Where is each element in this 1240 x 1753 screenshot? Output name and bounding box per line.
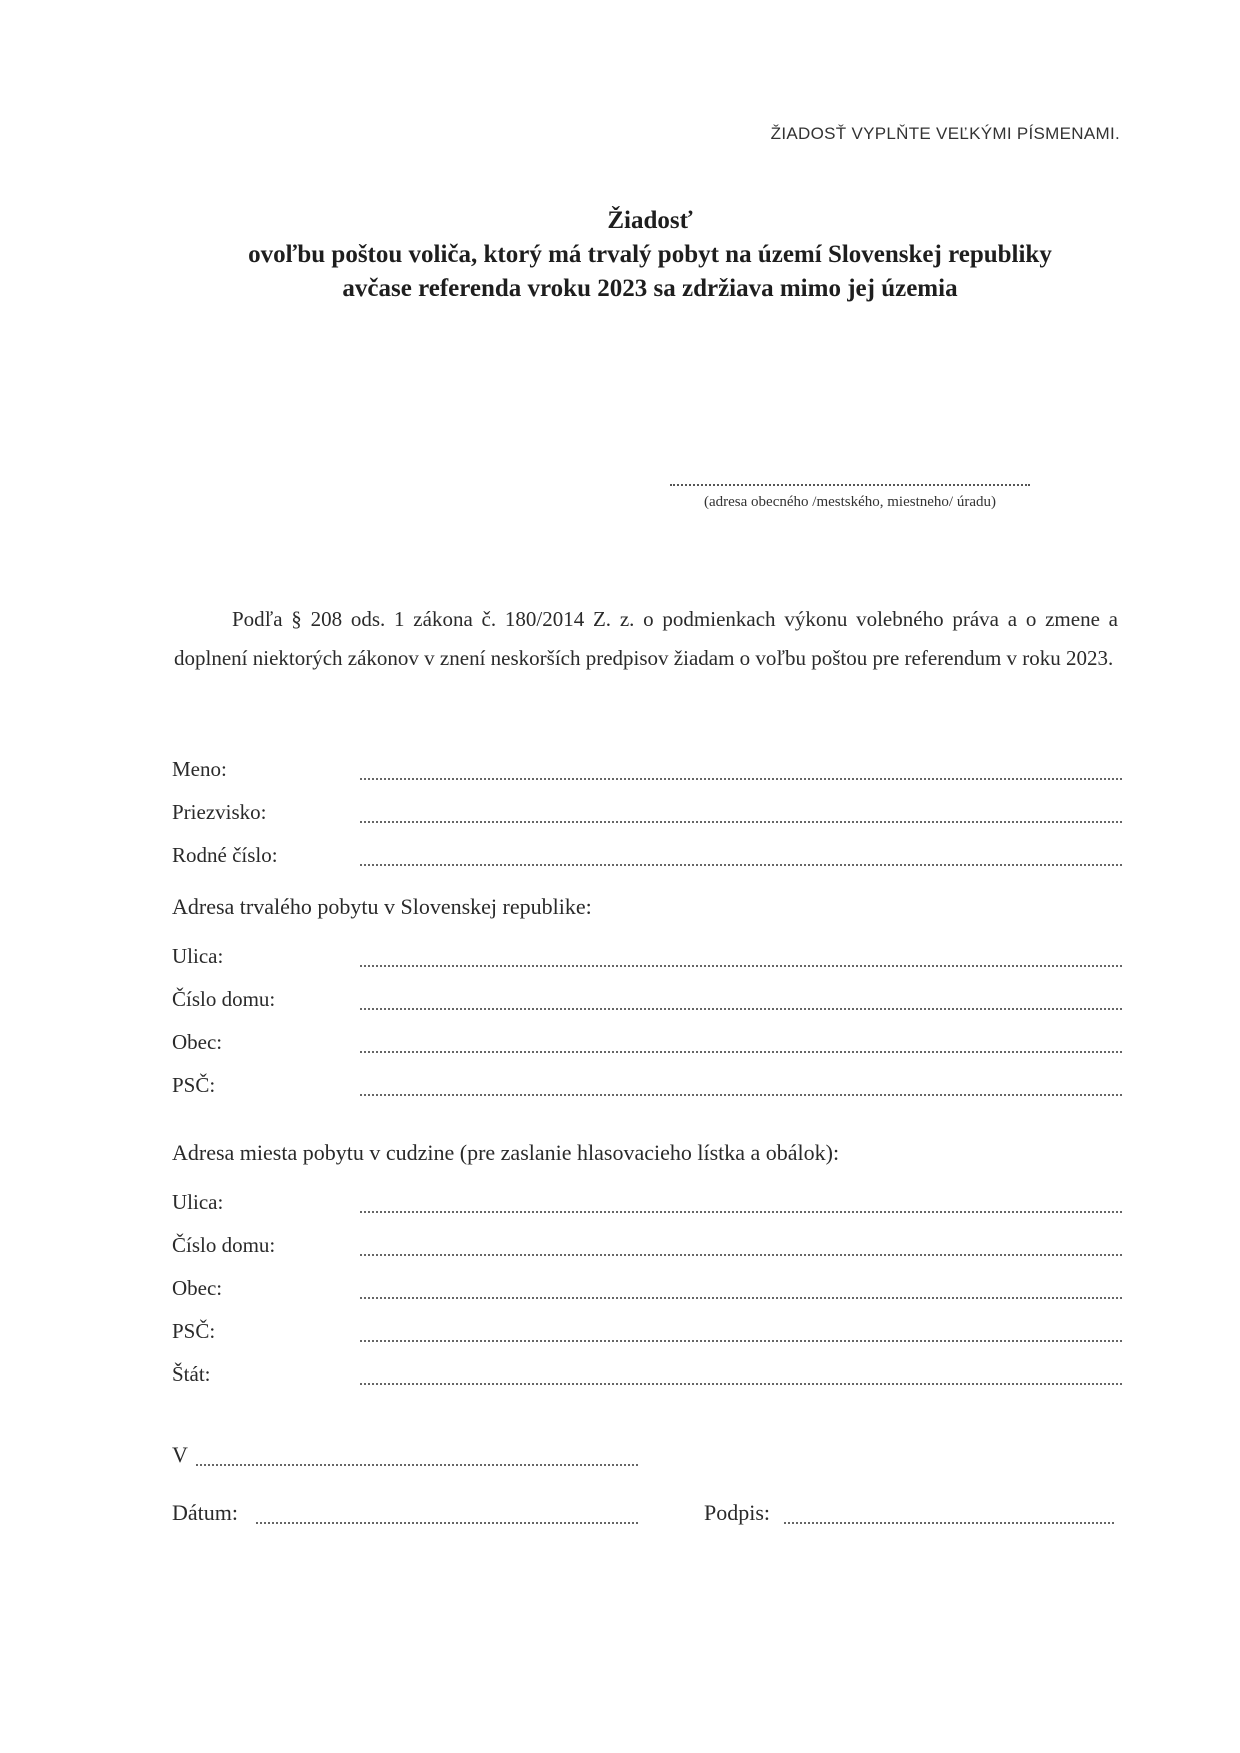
- foreign-street-label: Ulica:: [172, 1190, 224, 1214]
- surname-row: [172, 793, 1122, 829]
- surname-label: Priezvisko:: [172, 800, 267, 824]
- perm-house-number-row: [172, 980, 1122, 1016]
- name-field[interactable]: [360, 778, 1122, 780]
- office-address-caption: (adresa obecného /mestského, miestneho/ úradu): [704, 494, 996, 510]
- birth-number-row: [172, 836, 1122, 872]
- surname-field[interactable]: [360, 821, 1122, 823]
- foreign-street-row: [172, 1183, 1122, 1219]
- signature-row: [704, 1494, 1114, 1530]
- foreign-house-number-label: Číslo domu:: [172, 1233, 276, 1257]
- perm-street-field[interactable]: [360, 965, 1122, 967]
- signature-label: Podpis:: [704, 1500, 771, 1525]
- title-line-3: avčase referenda vroku 2023 sa zdržiava mimo jej územia: [342, 275, 958, 302]
- name-label: Meno:: [172, 757, 227, 781]
- permanent-address-heading: Adresa trvalého pobytu v Slovenskej republike:: [172, 894, 592, 919]
- perm-street-label: Ulica:: [172, 944, 224, 968]
- foreign-postcode-row: [172, 1312, 1122, 1348]
- foreign-country-label: Štát:: [172, 1362, 211, 1386]
- foreign-country-row: [172, 1355, 1122, 1391]
- birth-number-label: Rodné číslo:: [172, 843, 278, 867]
- foreign-municipality-row: [172, 1269, 1122, 1305]
- foreign-country-field[interactable]: [360, 1383, 1122, 1385]
- perm-house-number-label: Číslo domu:: [172, 987, 276, 1011]
- fill-instruction: ŽIADOSŤ VYPLŇTE VEĽKÝMI PÍSMENAMI.: [770, 124, 1120, 143]
- perm-postcode-field[interactable]: [360, 1094, 1122, 1096]
- form-title: [0, 204, 1240, 306]
- birth-number-field[interactable]: [360, 864, 1122, 866]
- foreign-house-number-row: [172, 1226, 1122, 1262]
- title-line-2: ovoľbu poštou voliča, ktorý má trvalý pobyt na území Slovenskej republiky: [248, 241, 1052, 268]
- foreign-municipality-field[interactable]: [360, 1297, 1122, 1299]
- date-label: Dátum:: [172, 1500, 238, 1525]
- foreign-postcode-label: PSČ:: [172, 1319, 216, 1343]
- perm-municipality-label: Obec:: [172, 1030, 223, 1054]
- office-address-field[interactable]: [670, 470, 1030, 486]
- perm-street-row: [172, 937, 1122, 973]
- place-row: [172, 1436, 638, 1472]
- perm-municipality-field[interactable]: [360, 1051, 1122, 1053]
- date-row: [172, 1494, 638, 1530]
- signature-field[interactable]: [784, 1522, 1114, 1524]
- place-field[interactable]: [196, 1464, 638, 1466]
- date-field[interactable]: [256, 1522, 638, 1524]
- foreign-postcode-field[interactable]: [360, 1340, 1122, 1342]
- foreign-municipality-label: Obec:: [172, 1276, 223, 1300]
- perm-postcode-label: PSČ:: [172, 1073, 216, 1097]
- foreign-house-number-field[interactable]: [360, 1254, 1122, 1256]
- foreign-street-field[interactable]: [360, 1211, 1122, 1213]
- intro-paragraph: Podľa § 208 ods. 1 zákona č. 180/2014 Z. z. o podmienkach výkonu volebného práva a o zmene a doplnení niektorých zákonov v znení neskorších predpisov žiadam o voľbu poštou pre referendum v roku 2023.: [174, 607, 1118, 671]
- place-label: V: [172, 1442, 188, 1467]
- name-row: [172, 750, 1122, 786]
- foreign-address-heading: Adresa miesta pobytu v cudzine (pre zaslanie hlasovacieho lístka a obálok):: [172, 1140, 840, 1165]
- perm-house-number-field[interactable]: [360, 1008, 1122, 1010]
- title-line-1: Žiadosť: [607, 207, 693, 234]
- perm-postcode-row: [172, 1066, 1122, 1102]
- perm-municipality-row: [172, 1023, 1122, 1059]
- office-address-block: [660, 470, 1040, 511]
